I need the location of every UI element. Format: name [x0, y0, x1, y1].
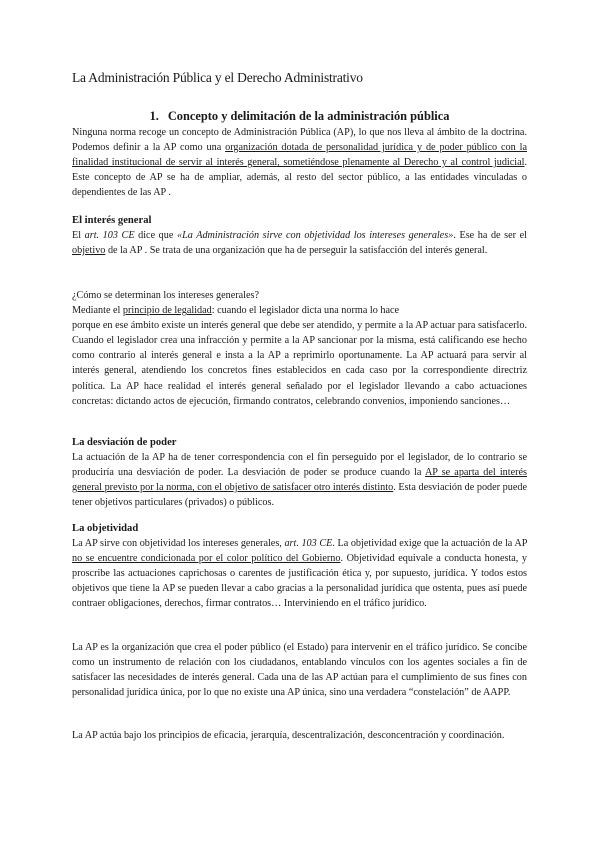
objetividad-heading: La objetividad	[72, 523, 139, 534]
desviacion-paragraph	[72, 450, 527, 510]
determinan-lead	[72, 303, 527, 318]
intro-text-end: . Este concepto de AP se ha de ampliar, además, al resto del sector público, a las entidades vinculadas o dependientes de las AP .	[72, 157, 527, 199]
interes-text-4: de la AP . Se trata de una organización que ha de perseguir la satisfacción del interés general.	[105, 245, 488, 257]
desviacion-section	[72, 435, 527, 510]
determinan-lead-text: Mediante el	[72, 305, 123, 317]
interes-article-ref: art. 103 CE	[84, 230, 135, 241]
interes-general-heading: El interés general	[72, 215, 152, 226]
objetividad-underlined: no se encuentre condicionada por el color político del Gobierno	[72, 553, 341, 565]
desviacion-text: La actuación de la AP ha de tener correspondencia con el fin perseguido por el legislador, de lo contrario se produciría una desviación de poder. La desviación de poder se produce cuando la	[72, 452, 527, 479]
objetividad-section	[72, 521, 527, 611]
section-title: Concepto y delimitación de la administración pública	[167, 109, 450, 123]
principios-paragraph	[72, 728, 527, 743]
interes-text: El	[72, 230, 85, 241]
intro-paragraph	[72, 125, 527, 200]
determinan-section	[72, 288, 527, 409]
interes-quote: «La Administración sirve con objetividad los intereses generales»	[176, 230, 454, 241]
objetividad-text-3: . Objetividad equivale a conducta honesta, y proscribe las actuaciones caprichosas o carentes de justificación ética y, por supuesto, jurídica. Y todos estos objetivos que tiene la AP se pueden llevar a cabo gracias a la personalidad jurídica que ostenta, pues así puede contraer obligaciones, derechos, firmar contratos… Interviniendo en el tráfico jurídico.	[72, 553, 527, 610]
interes-general-paragraph	[72, 228, 527, 258]
intro-text: Ninguna norma recoge un concepto de Administración Pública (AP), lo que nos lleva al ámbito de la doctrina. Podemos definir a la AP como una	[72, 127, 527, 154]
interes-general-section	[72, 213, 527, 258]
desviacion-heading: La desviación de poder	[72, 437, 177, 448]
objetividad-paragraph	[72, 536, 527, 611]
interes-underlined-objetivo: objetivo	[72, 245, 106, 257]
document-title: La Administración Pública y el Derecho Administrativo	[72, 70, 363, 85]
determinan-question: ¿Cómo se determinan los intereses generales?	[72, 290, 259, 301]
organizacion-paragraph	[72, 640, 527, 700]
interes-text-3: . Ese ha de ser el	[453, 230, 527, 241]
objetividad-article-ref: art. 103 CE	[284, 538, 333, 549]
objetividad-text-2: . La objetividad exige que la actuación de la AP	[332, 538, 527, 549]
organizacion-text: La AP es la organización que crea el poder público (el Estado) para intervenir en el tráfico jurídico. Se concibe como un instrumento de relación con los ciudadanos, entablando vínculos con los agentes sociales a fin de satisfacer las necesidades de interés general. Cada una de las AP actúan para el cumplimiento de sus fines con personalidad jurídica única, por lo que no existe una AP única, sino una verdadera “constelación” de AAPP.	[72, 642, 527, 699]
desviacion-underlined: AP se aparta del interés general previsto por la norma, con el objetivo de satisfacer otro interés distinto	[72, 467, 527, 494]
determinan-lead-text-2: : cuando el legislador dicta una norma lo hace	[211, 305, 400, 317]
principios-text: La AP actúa bajo los principios de eficacia, jerarquía, descentralización, desconcentración y coordinación.	[72, 730, 505, 741]
objetividad-text: La AP sirve con objetividad los intereses generales,	[72, 538, 285, 549]
determinan-body: porque en ese ámbito existe un interés general que debe ser atendido, y permite a la AP actuar para satisfacerlo. Cuando el legislador crea una infracción y permite a la AP sancionar por la misma, está calificando ese hecho como contrario al interés general e insta a la AP a reprimirlo oportunamente. La AP actuará para servir al interés general, atendiendo los concretos fines establecidos en cada caso por la correspondiente directriz política. La AP hace realidad el interés general señalado por el legislador llevando a cabo actuaciones concretas: dictando actos de ejecución, firmando contratos, celebrando convenios, imponiendo sanciones…	[72, 320, 527, 407]
determinan-underlined-principle: principio de legalidad	[122, 305, 212, 317]
section-heading	[72, 109, 527, 124]
desviacion-text-2: . Esta desviación de poder puede tener objetivos particulares (privados) o públicos.	[72, 482, 527, 509]
interes-text-2: dice que	[134, 230, 177, 241]
section-number: 1.	[149, 109, 159, 123]
intro-underlined-definition: organización dotada de personalidad jurídica y de poder público con la finalidad institucional de servir al interés general, sometiéndose plenamente al Derecho y al control judicial	[72, 142, 527, 169]
